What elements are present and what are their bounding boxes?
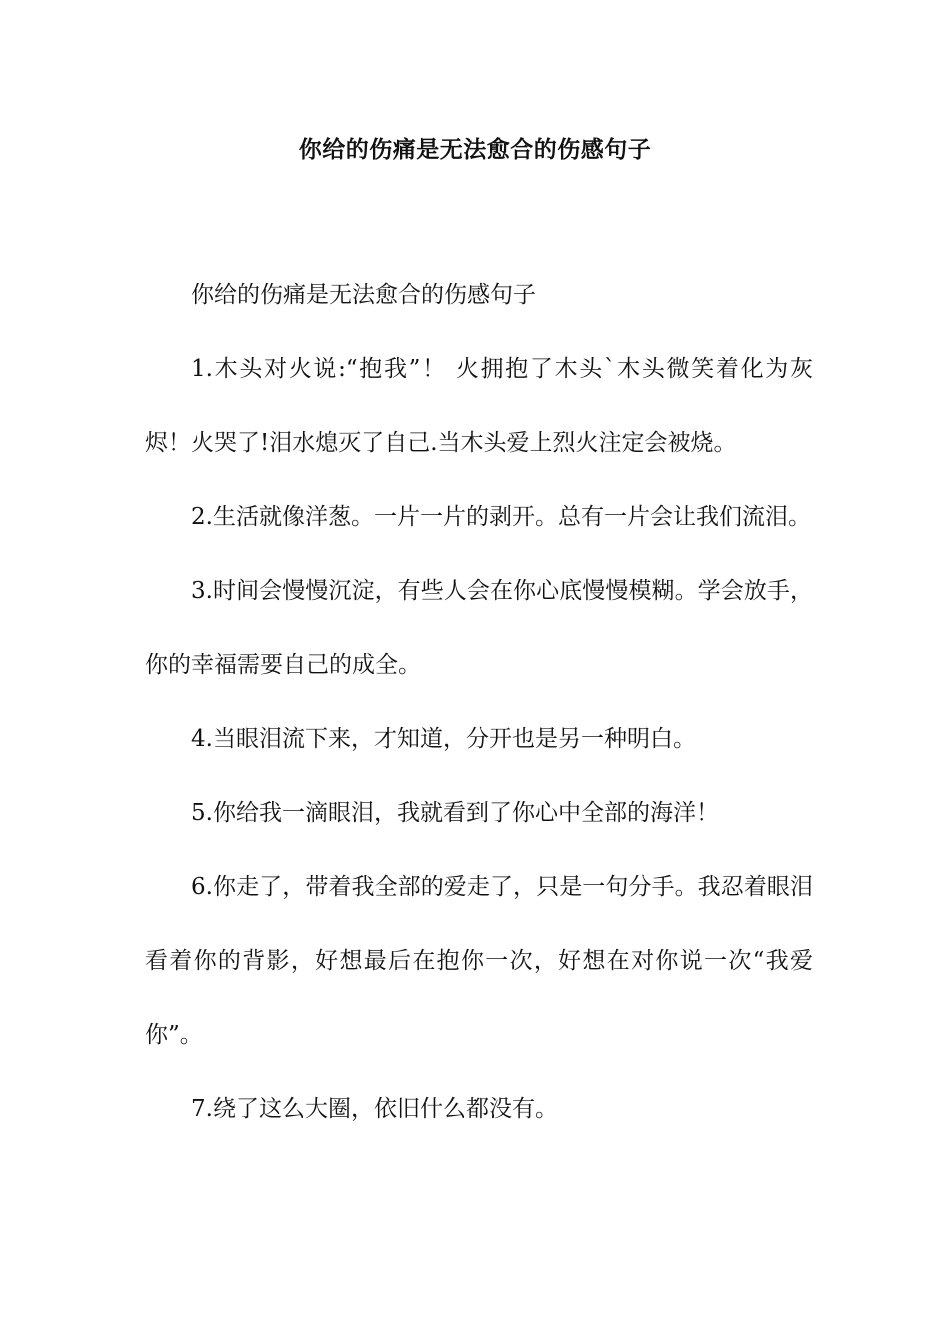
document-title: 你给的伤痛是无法愈合的伤感句子 [298,136,652,163]
paragraph-subtitle: 你给的伤痛是无法愈合的伤感句子 [191,282,536,308]
paragraph-6: 6.你走了，带着我全部的爱走了，只是一句分手。我忍着眼泪看着你的背影，好想最后在抱你一次，好想在对你说一次“我爱你”。 [145,874,813,1048]
paragraph-7: 7.绕了这么大圈，依旧什么都没有。 [191,1096,558,1122]
paragraph-2: 2.生活就像洋葱。一片一片的剥开。总有一片会让我们流泪。 [191,504,811,530]
document-body [145,258,813,1146]
paragraph-5: 5.你给我一滴眼泪，我就看到了你心中全部的海洋！ [191,800,719,826]
paragraph-3: 3.时间会慢慢沉淀，有些人会在你心底慢慢模糊。学会放手，你的幸福需要自己的成全。 [145,578,813,678]
paragraph-1: 1.木头对火说:“抱我”！ 火拥抱了木头`木头微笑着化为灰烬！火哭了!泪水熄灭了自己.当木头爱上烈火注定会被烧。 [145,356,813,456]
paragraph-4: 4.当眼泪流下来，才知道，分开也是另一种明白。 [191,726,696,752]
